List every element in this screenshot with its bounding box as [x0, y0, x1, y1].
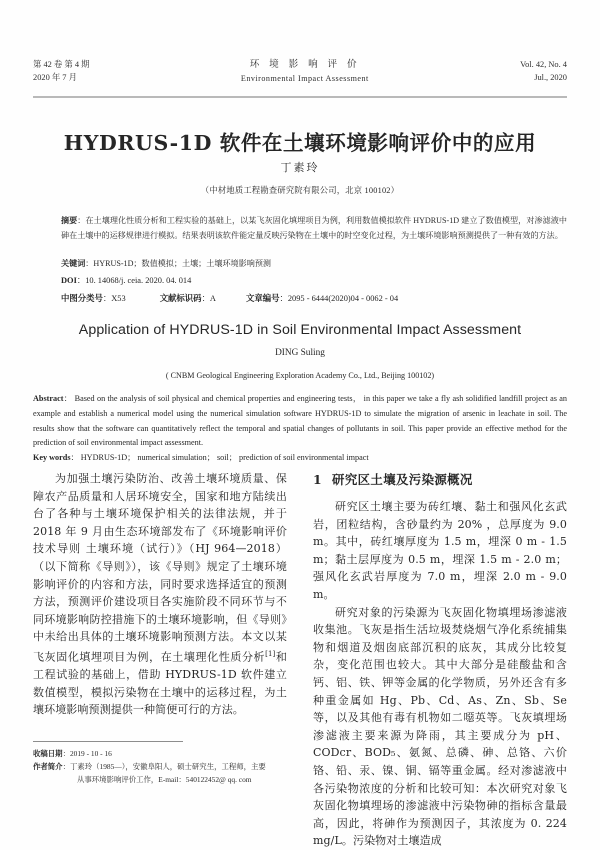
- received-date-label: 收稿日期: [33, 749, 63, 758]
- body-paragraph-intro-part1: 为加强土壤污染防治、改善土壤环境质量、保障农产品质量和人居环境安全，国家和地方陆续出台了各种与土壤环境保护相关的法律法规，并于 2018 年 9 月由生态环境部发布了《环境影响评价技术导则 土壤环境（试行）》（HJ 964—2018）（以下简称《导则》），该《导则》规定了土壤环境影响评价的内容和方法，同时要求选择适宜的预测方法，预测评价建设项目各实施阶段不同环节与不同环境影响防控措施下的土壤环境影响，但《导则》中未给出具体的土壤环境影响预测方法。本文以某飞灰固化填埋项目为例，在土壤理化性质分析: [33, 472, 287, 664]
- running-head: [33, 58, 567, 85]
- citation-ref-1[interactable]: [1]: [265, 649, 276, 658]
- doi-line: [61, 274, 191, 289]
- clc-label: 中图分类号: [61, 294, 103, 303]
- abstract-label-cn: 摘要: [61, 216, 78, 225]
- body-paragraph-intro-part2: 和工程试验的基础上，借助 HYDRUS-1D 软件建立数值模型，模拟污染物在土壤中的运移过程，为土壤环境影响预测提供一种简便可行的方法。: [33, 650, 287, 717]
- body-paragraph-intro: [33, 470, 287, 719]
- page-content-area: [33, 0, 567, 850]
- keywords-label-cn: 关键词: [61, 259, 86, 268]
- abstract-text-en: ： Based on the analysis of soil physical and chemical properties and engineering tests， in this paper we take a fly ash solidified landfill project as an example and establish a numerical model using the numerical simulation software HYDRUS-1D to simulate the migration of arsenic in leachate in soil. The results show that the software can quantitatively reflect the temporal and spatial changes of pollutants in soil. This paper provide an effective method for the prediction of soil environmental impact assessment.: [33, 394, 567, 448]
- affiliation-en: ( CNBM Geological Engineering Exploration Academy Co., Ltd., Beijing 100102): [165, 371, 435, 380]
- abstract-label-en: Abstract: [33, 394, 64, 403]
- article-number-value: ：2095 - 6444(2020)04 - 0062 - 04: [279, 294, 399, 303]
- running-head-left: [33, 58, 90, 84]
- abstract-cn: [61, 214, 567, 243]
- doi-label: DOI: [61, 276, 77, 285]
- doi-value: ：10. 14068/j. ceia. 2020. 04. 014: [76, 276, 192, 285]
- author-bio-value: ：丁素玲（1985—），安徽阜阳人，硕士研究生，工程师，主要: [62, 761, 266, 771]
- clc-group: [61, 292, 126, 307]
- journal-name-en: Environmental Impact Assessment: [240, 74, 369, 83]
- page-title-cn: HYDRUS-1D 软件在土壤环境影响评价中的应用: [63, 131, 537, 155]
- running-head-right: [520, 58, 567, 84]
- article-number-label: 文章编号: [246, 294, 280, 303]
- header-divider: [33, 96, 567, 98]
- volume-issue-en: Vol. 42, No. 4: [520, 60, 567, 69]
- doc-code-label: 文献标识码: [159, 294, 202, 303]
- received-date-line: [33, 748, 295, 761]
- body-column-left: [33, 470, 287, 719]
- author-bio-label: 作者简介: [33, 761, 63, 771]
- abstract-text-cn: ：在土壤理化性质分析和工程实验的基础上，以某飞灰固化填埋项目为例，利用数值模拟软件 HYDRUS-1D 建立了数值模型，对渗滤液中砷在土壤中的运移规律进行模拟。结果表明该软件能定量反映污染物在土壤中的时空变化过程，为土壤环境影响预测提供了一种有效的方法。: [61, 216, 567, 240]
- doc-code-group: [160, 292, 216, 307]
- author-bio-line: [33, 761, 295, 774]
- journal-name-cn: 环 境 影 响 评 价: [249, 59, 360, 70]
- page-title-en: Application of HYDRUS-1D in Soil Environmental Impact Assessment: [78, 322, 522, 338]
- keywords-text-cn: ：HYRUS-1D；数值模拟；土壤；土壤环境影响预测: [85, 259, 272, 268]
- received-date-value: ：2019 - 10 - 16: [62, 749, 112, 758]
- keywords-en: [33, 451, 567, 466]
- author-name-cn: 丁素玲: [280, 161, 320, 174]
- author-bio-line-2: 从事环境影响评价工作，E-mail：540122452@ qq. com: [77, 774, 252, 784]
- section-heading-1: [313, 470, 567, 488]
- volume-issue: 第 42 卷 第 4 期: [33, 60, 90, 69]
- footnote-block: [33, 748, 295, 786]
- keywords-text-en: ： HYDRUS-1D； numerical simulation； soil； prediction of soil environmental impact: [70, 453, 369, 462]
- keywords-cn: [61, 257, 567, 272]
- section-number-1: 1: [313, 472, 323, 487]
- issue-date-en: Jul., 2020: [534, 73, 567, 82]
- body-paragraph-pollution-source: 研究对象的污染源为飞灰固化物填埋场渗滤液收集池。飞灰是指生活垃圾焚烧烟气净化系统捕集物和烟道及烟囱底部沉积的底灰，其成分比较复杂，变化范围也较大。其中大部分是硅酸盐和含钙、铝、铁、钾等金属的化学物质，另外还含有多种重金属如 Hg、Pb、Cd、As、Zn、Sb、Se 等，以及其他有毒有机物如二噁英等。飞灰填埋场渗滤液主要来源为降雨，其主要成分为 pH、CODcr、BOD₅、氨氮、总磷、砷、总铬、六价铬、铅、汞、镍、铜、镉等重金属。经对渗滤液中各污染物浓度的分析和比较可知：本次研究对象飞灰固化物填埋场的渗滤液中污染物砷的指标含量最高，因此，将砷作为预测因子，其浓度为 0. 224 mg/L。污染物对土壤造成: [313, 605, 567, 848]
- running-head-center: [90, 58, 521, 85]
- classification-line: [61, 292, 567, 307]
- article-number-group: [246, 292, 398, 307]
- issue-date-cn: 2020 年 7 月: [33, 73, 77, 82]
- clc-value: ：X53: [102, 294, 126, 303]
- body-column-right: [313, 470, 567, 850]
- author-name-en: DING Suling: [275, 348, 325, 358]
- affiliation-cn: （中材地质工程勘查研究院有限公司，北京 100102）: [200, 186, 400, 195]
- keywords-label-en: Key words: [33, 453, 71, 462]
- section-title-1: 研究区土壤及污染源概况: [332, 472, 473, 487]
- body-paragraph-soil-overview: 研究区土壤主要为砖红壤、黏土和强风化玄武岩，团粒结构，含砂量约为 20% ，总厚度为 9.0 m。其中，砖红壤厚度为 1.5 m，埋深 0 m - 1.5 m；黏土层厚度为 0.5 m，埋深 1.5 m - 2.0 m；强风化玄武岩厚度为 7.0 m，埋深 2.0 m - 9.0 m。: [313, 500, 567, 601]
- footnote-divider: [33, 741, 183, 742]
- abstract-en: [33, 392, 567, 451]
- doc-code-value: ：A: [201, 294, 216, 303]
